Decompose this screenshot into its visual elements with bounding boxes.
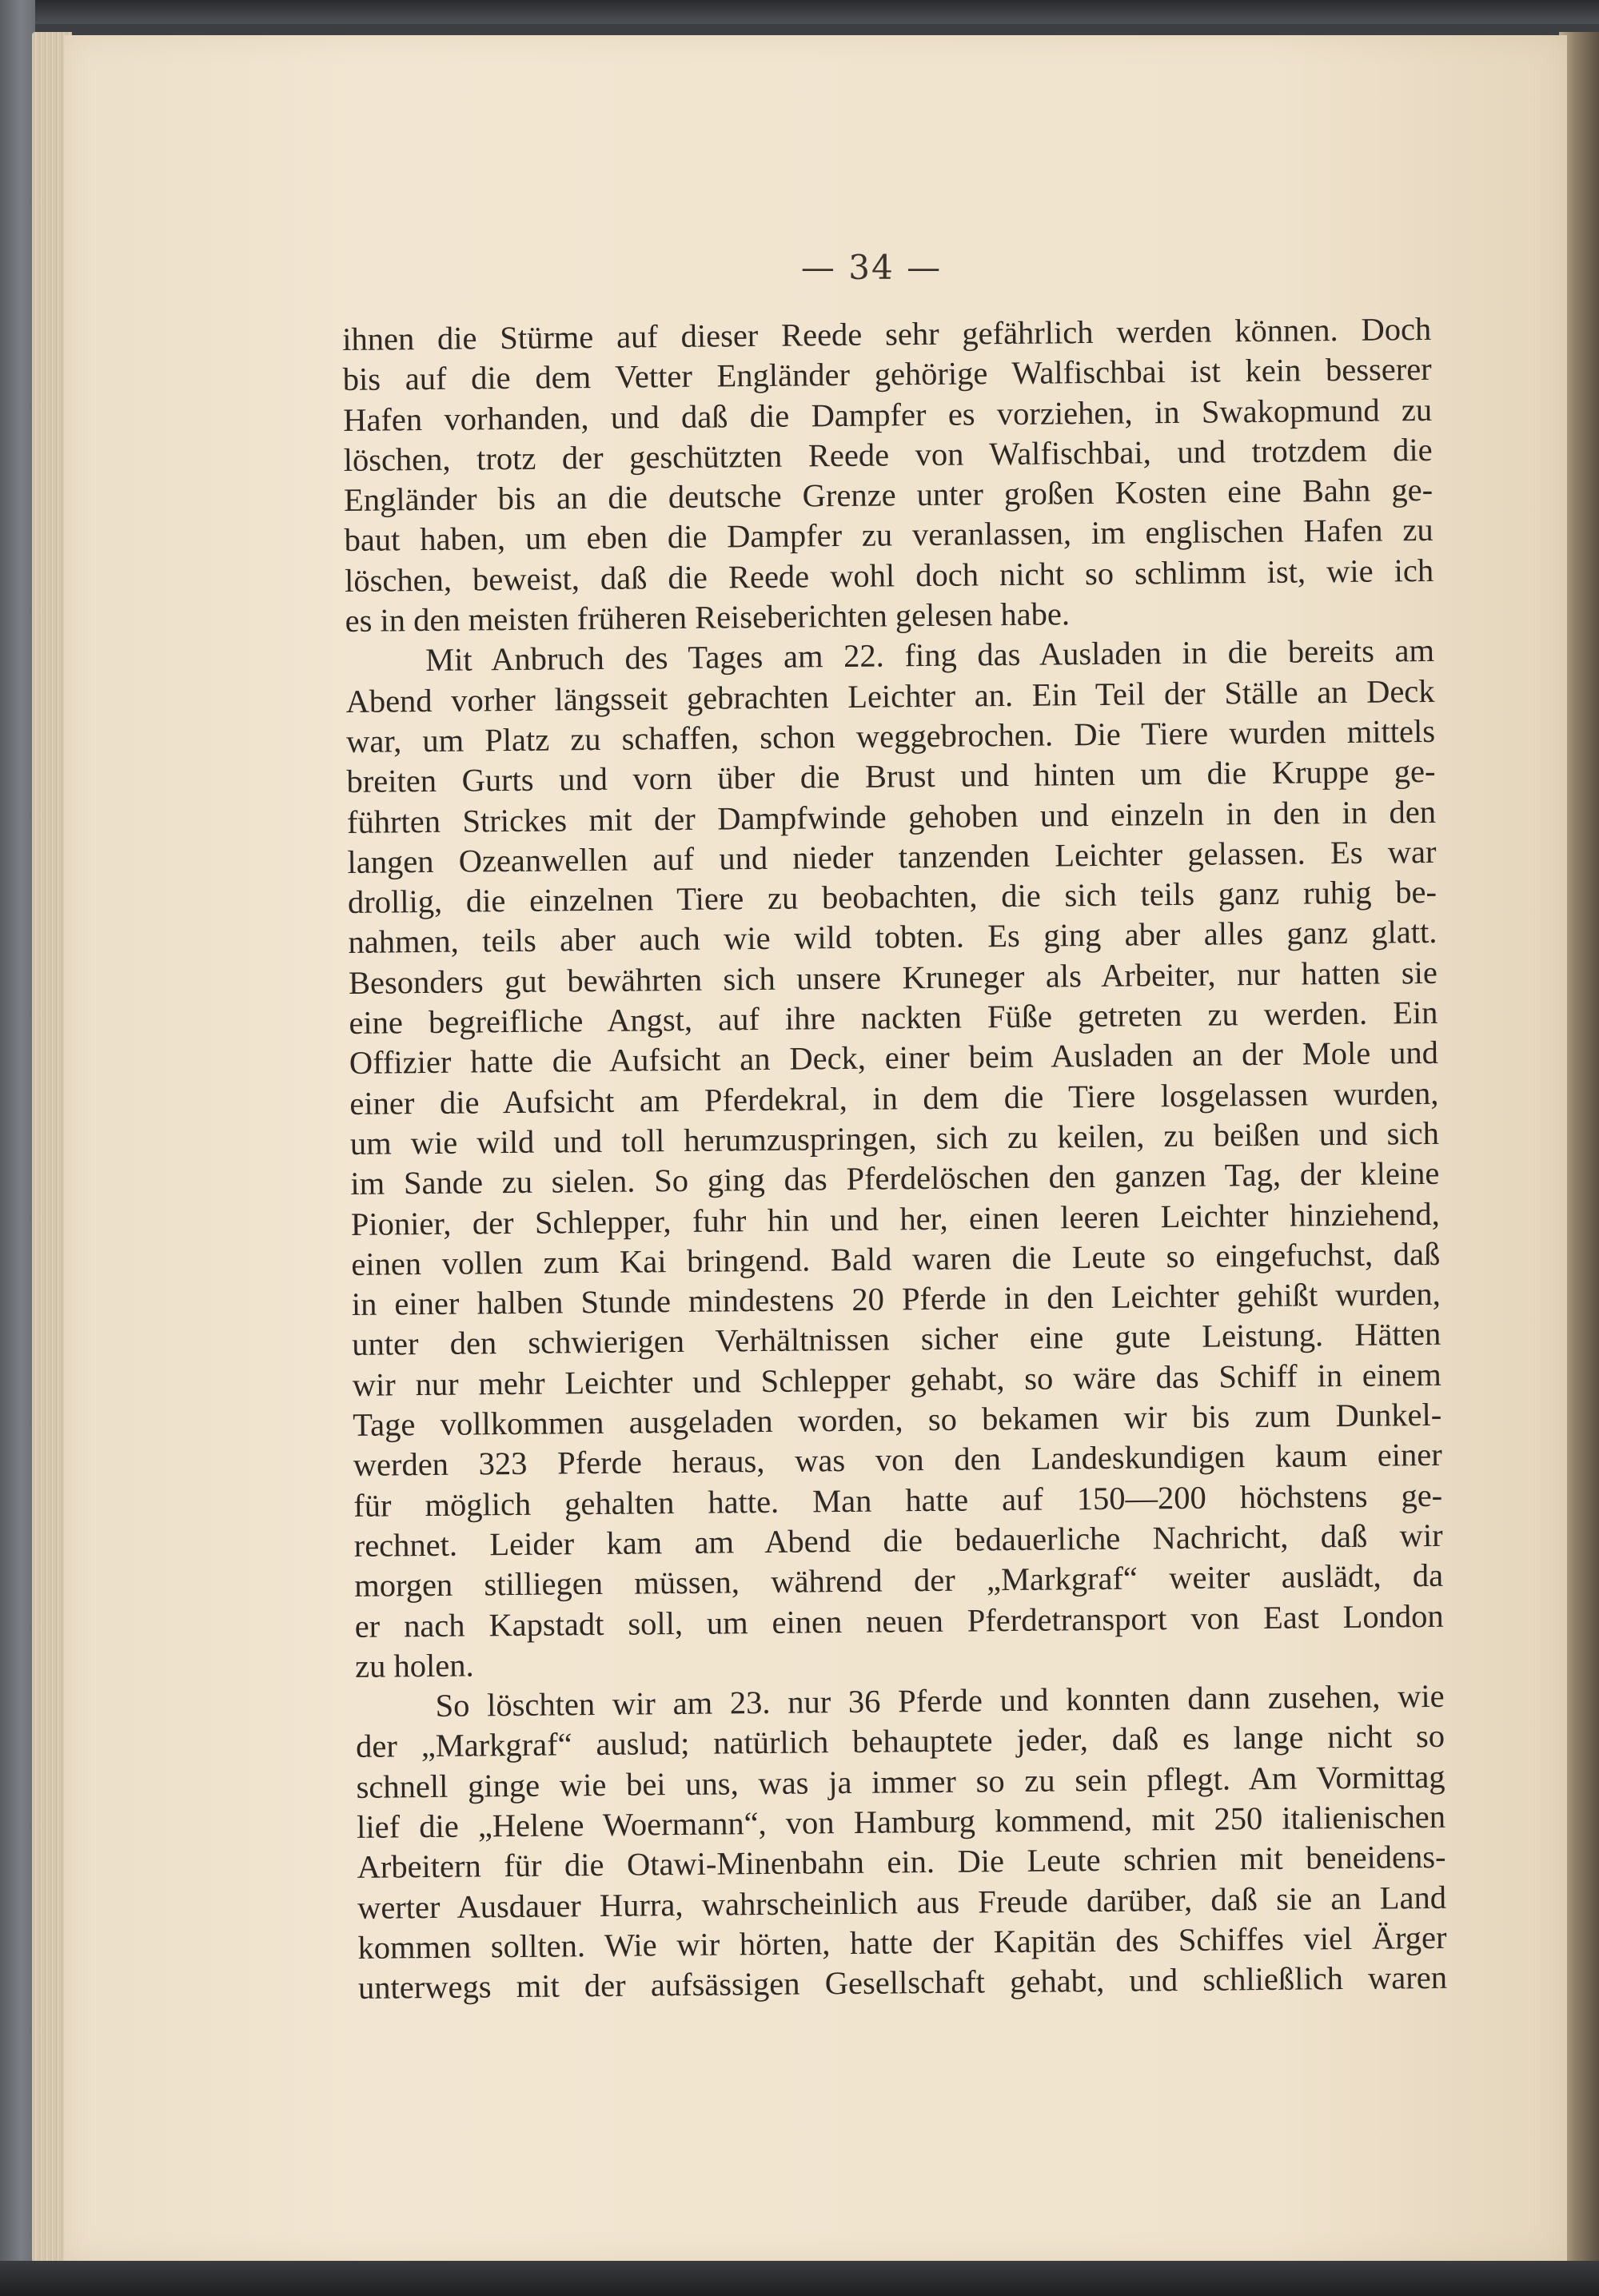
text-line: morgen stilliegen müssen, während der „Markgraf“ weiter auslädt, da [353, 1557, 1444, 1604]
text-line: löschen, trotz der geschützten Reede von Walfischbai, und trotzdem die [343, 431, 1433, 478]
text-line: führten Strickes mit der Dampfwinde gehoben und einzeln in den in den [346, 793, 1437, 840]
text-line: es in den meisten früheren Reiseberichten gelesen habe. [345, 596, 1071, 640]
text-line: So löschten wir am 23. nur 36 Pferde und konnten dann zusehen, wie [435, 1677, 1445, 1724]
text-line: baut haben, um eben die Dampfer zu veranlassen, im englischen Hafen zu [344, 512, 1434, 559]
text-line: einen vollen zum Kai bringend. Bald waren die Leute so eingefuchst, daß [351, 1235, 1441, 1282]
text-line: für möglich gehalten hatte. Man hatte auf 150—200 höchstens ge- [353, 1477, 1443, 1524]
text-line: schnell ginge wie bei uns, was ja immer so zu sein pflegt. Am Vormittag [356, 1758, 1445, 1805]
text-line: nahmen, teils aber auch wie wild tobten. Es ging aber alles ganz glatt. [348, 914, 1438, 961]
paragraph-1 [342, 309, 1434, 641]
text-line: drollig, die einzelnen Tiere zu beobachten, die sich teils ganz ruhig be- [347, 874, 1438, 921]
text-line: Abend vorher längsseit gebrachten Leichter an. Ein Teil der Ställe an Deck [345, 672, 1435, 719]
text-line: ihnen die Stürme auf dieser Reede sehr gefährlich werden können. Doch [342, 310, 1432, 357]
text-line: unter den schwierigen Verhältnissen sicher eine gute Leistung. Hätten [352, 1316, 1441, 1363]
paragraph-2 [345, 631, 1444, 1687]
text-line: Hafen vorhanden, und daß die Dampfer es vorziehen, in Swakopmund zu [342, 391, 1433, 438]
text-line: Tage vollkommen ausgeladen worden, so bekamen wir bis zum Dunkel- [353, 1396, 1442, 1443]
text-line: Pionier, der Schlepper, fuhr hin und her, einen leeren Leichter hinziehend, [350, 1195, 1441, 1242]
text-line: unterwegs mit der aufsässigen Gesellschaft gehabt, und schließlich waren [357, 1959, 1448, 2007]
text-line: einer die Aufsicht am Pferdekral, in dem die Tiere losgelassen wurden, [349, 1074, 1439, 1122]
text-line: eine begreifliche Angst, auf ihre nackten Füße getreten zu werden. Ein [349, 994, 1438, 1042]
text-line: breiten Gurts und vorn über die Brust und hinten um die Kruppe ge- [346, 753, 1436, 800]
text-line: Offizier hatte die Aufsicht an Deck, einer beim Ausladen an der Mole und [349, 1034, 1439, 1082]
paragraph-3 [355, 1676, 1447, 2008]
book-cover-left-edge [0, 0, 35, 2296]
body-text [342, 309, 1447, 2008]
text-line: er nach Kapstadt soll, um einen neuen Pferdetransport von East London [354, 1597, 1444, 1644]
text-line: zu holen. [354, 1647, 474, 1684]
text-line: kommen sollten. Wie wir hörten, hatte der Kapitän des Schiffes viel Ärger [357, 1919, 1447, 1966]
text-line: Engländer bis an die deutsche Grenze unter großen Kosten eine Bahn ge- [343, 472, 1434, 519]
page-number: — 34 — [800, 248, 943, 287]
text-line: werter Ausdauer Hurra, wahrscheinlich aus Freude darüber, daß sie an Land [357, 1879, 1447, 1926]
book-cover-bottom-edge [0, 2261, 1599, 2296]
text-line: der „Markgraf“ auslud; natürlich behauptete jeder, daß es lange nicht so [355, 1718, 1445, 1765]
text-line: wir nur mehr Leichter und Schlepper gehabt, so wäre das Schiff in einem [352, 1356, 1441, 1403]
text-line: Mit Anbruch des Tages am 22. fing das Ausladen in die bereits am [425, 632, 1435, 679]
text-line: im Sande zu sielen. So ging das Pferdelöschen den ganzen Tag, der kleine [350, 1155, 1440, 1202]
text-line: werden 323 Pferde heraus, was von den Landeskundigen kaum einer [353, 1437, 1442, 1484]
book-cover-top-edge [0, 0, 1599, 24]
text-line: Besonders gut bewährten sich unsere Kruneger als Arbeiter, nur hatten sie [348, 954, 1438, 1001]
text-line: war, um Platz zu schaffen, schon weggebrochen. Die Tiere wurden mittels [345, 712, 1436, 759]
text-line: rechnet. Leider kam am Abend die bedauerliche Nachricht, daß wir [353, 1517, 1443, 1564]
text-line: lief die „Helene Woermann“, von Hamburg kommend, mit 250 italienischen [356, 1798, 1446, 1845]
text-line: in einer halben Stunde mindestens 20 Pferde in den Leichter gehißt wurden, [351, 1275, 1441, 1323]
text-line: Arbeitern für die Otawi-Minenbahn ein. Die Leute schrien mit beneidens- [357, 1839, 1446, 1886]
text-line: bis auf die dem Vetter Engländer gehörige Walfischbai ist kein besserer [342, 351, 1432, 398]
text-line: langen Ozeanwellen auf und nieder tanzenden Leichter gelassen. Es war [347, 833, 1437, 880]
text-line: löschen, beweist, daß die Reede wohl doch nicht so schlimm ist, wie ich [344, 552, 1434, 599]
text-line: um wie wild und toll herumzuspringen, sich zu keilen, zu beißen und sich [349, 1114, 1440, 1162]
